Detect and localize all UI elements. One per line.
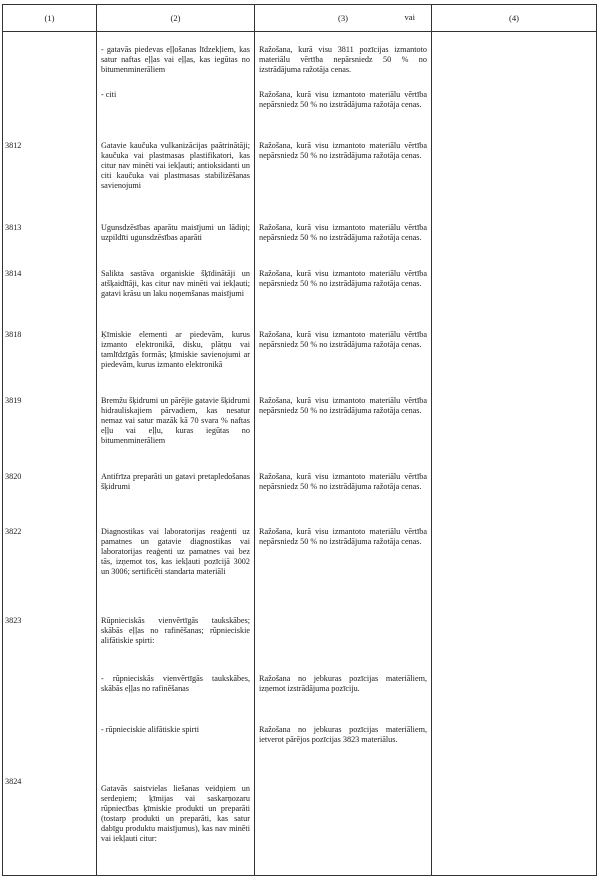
row-description: Gatavās saistvielas liešanas veidņiem un serdeņiem; ķīmijas vai saskarņozaru rūpniecības ķīmiskie produkti un preparāti (tostarp produkti un preparāti, kas satur dabīgu produktu maisījumus), kas nav minēti vai iekļauti citur:: [97, 772, 255, 876]
row-description: Rūpnieciskās vienvērtīgās taukskābes; skābās eļļas no rafinēšanas; rūpnieciskie alifātiskie spirti:: [97, 611, 255, 672]
row-description: - citi: [97, 83, 255, 136]
row-rule: Ražošana, kurā visu izmantoto materiālu vērtība nepārsniedz 50 % no izstrādājuma ražotāja cenas.: [255, 467, 432, 522]
row-code: [3, 723, 97, 772]
row-rule: Ražošana, kurā visu izmantoto materiālu vērtība nepārsniedz 50 % no izstrādājuma ražotāja cenas.: [255, 136, 432, 218]
table-row: [3, 467, 597, 522]
header-col-4: (4): [432, 5, 597, 32]
row-alt-rule: [432, 83, 597, 136]
row-description: Bremžu šķidrumi un pārējie gatavie šķidrumi hidrauliskajiem pārvadiem, kas nesatur nemaz vai satur mazāk kā 70 svara % naftas eļļu vai eļļu, kuras iegūtas no bitumenminerāliem: [97, 391, 255, 467]
row-rule: Ražošana, kurā visu izmantoto materiālu vērtība nepārsniedz 50 % no izstrādājuma ražotāja cenas.: [255, 264, 432, 325]
table-row: [3, 325, 597, 391]
row-code: 3820: [3, 467, 97, 522]
row-alt-rule: [432, 218, 597, 264]
row-rule: Ražošana no jebkuras pozīcijas materiāliem, ietverot pārējos pozīcijas 3823 materiālus.: [255, 723, 432, 772]
row-code: 3819: [3, 391, 97, 467]
rules-table: [2, 4, 597, 876]
row-alt-rule: [432, 391, 597, 467]
table-row: [3, 264, 597, 325]
table-row: [3, 522, 597, 611]
row-alt-rule: [432, 264, 597, 325]
row-alt-rule: [432, 32, 597, 83]
row-code: [3, 672, 97, 723]
row-rule: Ražošana, kurā visu izmantoto materiālu vērtība nepārsniedz 50 % no izstrādājuma ražotāja cenas.: [255, 83, 432, 136]
row-description: - rūpnieciskie alifātiskie spirti: [97, 723, 255, 772]
header-col-3: [255, 5, 432, 32]
row-alt-rule: [432, 522, 597, 611]
table-header: [3, 5, 597, 32]
document-page: [2, 4, 596, 887]
row-description: Gatavie kaučuka vulkanizācijas paātrinātāji; kaučuka vai plastmasas plastifikatori, kas citur nav minēti vai iekļauti; antioksidanti un citi kaučuka vai plastmasas stabilizēšanas savienojumi: [97, 136, 255, 218]
row-description: - rūpnieciskās vienvērtīgās taukskābes, skābās eļļas no rafinēšanas: [97, 672, 255, 723]
row-rule: Ražošana, kurā visu izmantoto materiālu vērtība nepārsniedz 50 % no izstrādājuma ražotāja cenas.: [255, 391, 432, 467]
row-rule: [255, 611, 432, 672]
header-or-label: vai: [404, 12, 415, 22]
row-rule: [255, 772, 432, 876]
table-row: [3, 218, 597, 264]
row-description: Antifrīza preparāti un gatavi pretapledošanas šķidrumi: [97, 467, 255, 522]
row-description: Salikta sastāva organiskie šķīdinātāji un atšķaidītāji, kas citur nav minēti vai iekļauti; gatavi krāsu un laku noņemšanas maisījumi: [97, 264, 255, 325]
row-description: Ugunsdzēsības aparātu maisījumi un lādiņi; uzpildīti ugunsdzēsības aparāti: [97, 218, 255, 264]
row-alt-rule: [432, 611, 597, 672]
table-row: [3, 391, 597, 467]
row-code: 3823: [3, 611, 97, 672]
row-alt-rule: [432, 723, 597, 772]
row-alt-rule: [432, 467, 597, 522]
table-row: [3, 136, 597, 218]
header-col-1: (1): [3, 5, 97, 32]
row-code: 3813: [3, 218, 97, 264]
row-alt-rule: [432, 136, 597, 218]
row-code: 3812: [3, 136, 97, 218]
table-row: [3, 723, 597, 772]
row-code: 3822: [3, 522, 97, 611]
row-code: 3814: [3, 264, 97, 325]
row-rule: Ražošana, kurā visu izmantoto materiālu vērtība nepārsniedz 50 % no izstrādājuma ražotāja cenas.: [255, 522, 432, 611]
row-rule: Ražošana, kurā visu izmantoto materiālu vērtība nepārsniedz 50 % no izstrādājuma ražotāja cenas.: [255, 325, 432, 391]
header-col-3-label: (3): [337, 12, 349, 23]
table-row: [3, 83, 597, 136]
table-row: [3, 772, 597, 876]
row-rule: Ražošana no jebkuras pozīcijas materiāliem, izņemot izstrādājuma pozīciju.: [255, 672, 432, 723]
row-code: 3824: [3, 772, 97, 876]
header-col-2: (2): [97, 5, 255, 32]
table-row: [3, 611, 597, 672]
table-row: [3, 672, 597, 723]
row-alt-rule: [432, 672, 597, 723]
row-code: [3, 83, 97, 136]
row-description: Diagnostikas vai laboratorijas reaģenti uz pamatnes un gatavie diagnostikas vai laboratorijas reaģenti uz pamatnes vai bez tās, izņemot tos, kas iekļauti pozīcijā 3002 un 3006; sertificēti standarta materiāli: [97, 522, 255, 611]
row-description: - gatavās piedevas eļļošanas līdzekļiem, kas satur naftas eļļas vai eļļas, kas iegūtas no bitumenminerāliem: [97, 32, 255, 83]
row-code: [3, 32, 97, 83]
row-rule: Ražošana, kurā visu izmantoto materiālu vērtība nepārsniedz 50 % no izstrādājuma ražotāja cenas.: [255, 218, 432, 264]
table-row: [3, 32, 597, 83]
row-alt-rule: [432, 772, 597, 876]
row-alt-rule: [432, 325, 597, 391]
row-description: Ķīmiskie elementi ar piedevām, kurus izmanto elektronikā, disku, plātņu vai tamlīdzīgās formās; ķīmiskie savienojumi ar piedevām, kurus izmanto elektronikā: [97, 325, 255, 391]
row-rule: Ražošana, kurā visu 3811 pozīcijas izmantoto materiālu vērtība nepārsniedz 50 % no izstrādājuma ražotāja cenas.: [255, 32, 432, 83]
row-code: 3818: [3, 325, 97, 391]
